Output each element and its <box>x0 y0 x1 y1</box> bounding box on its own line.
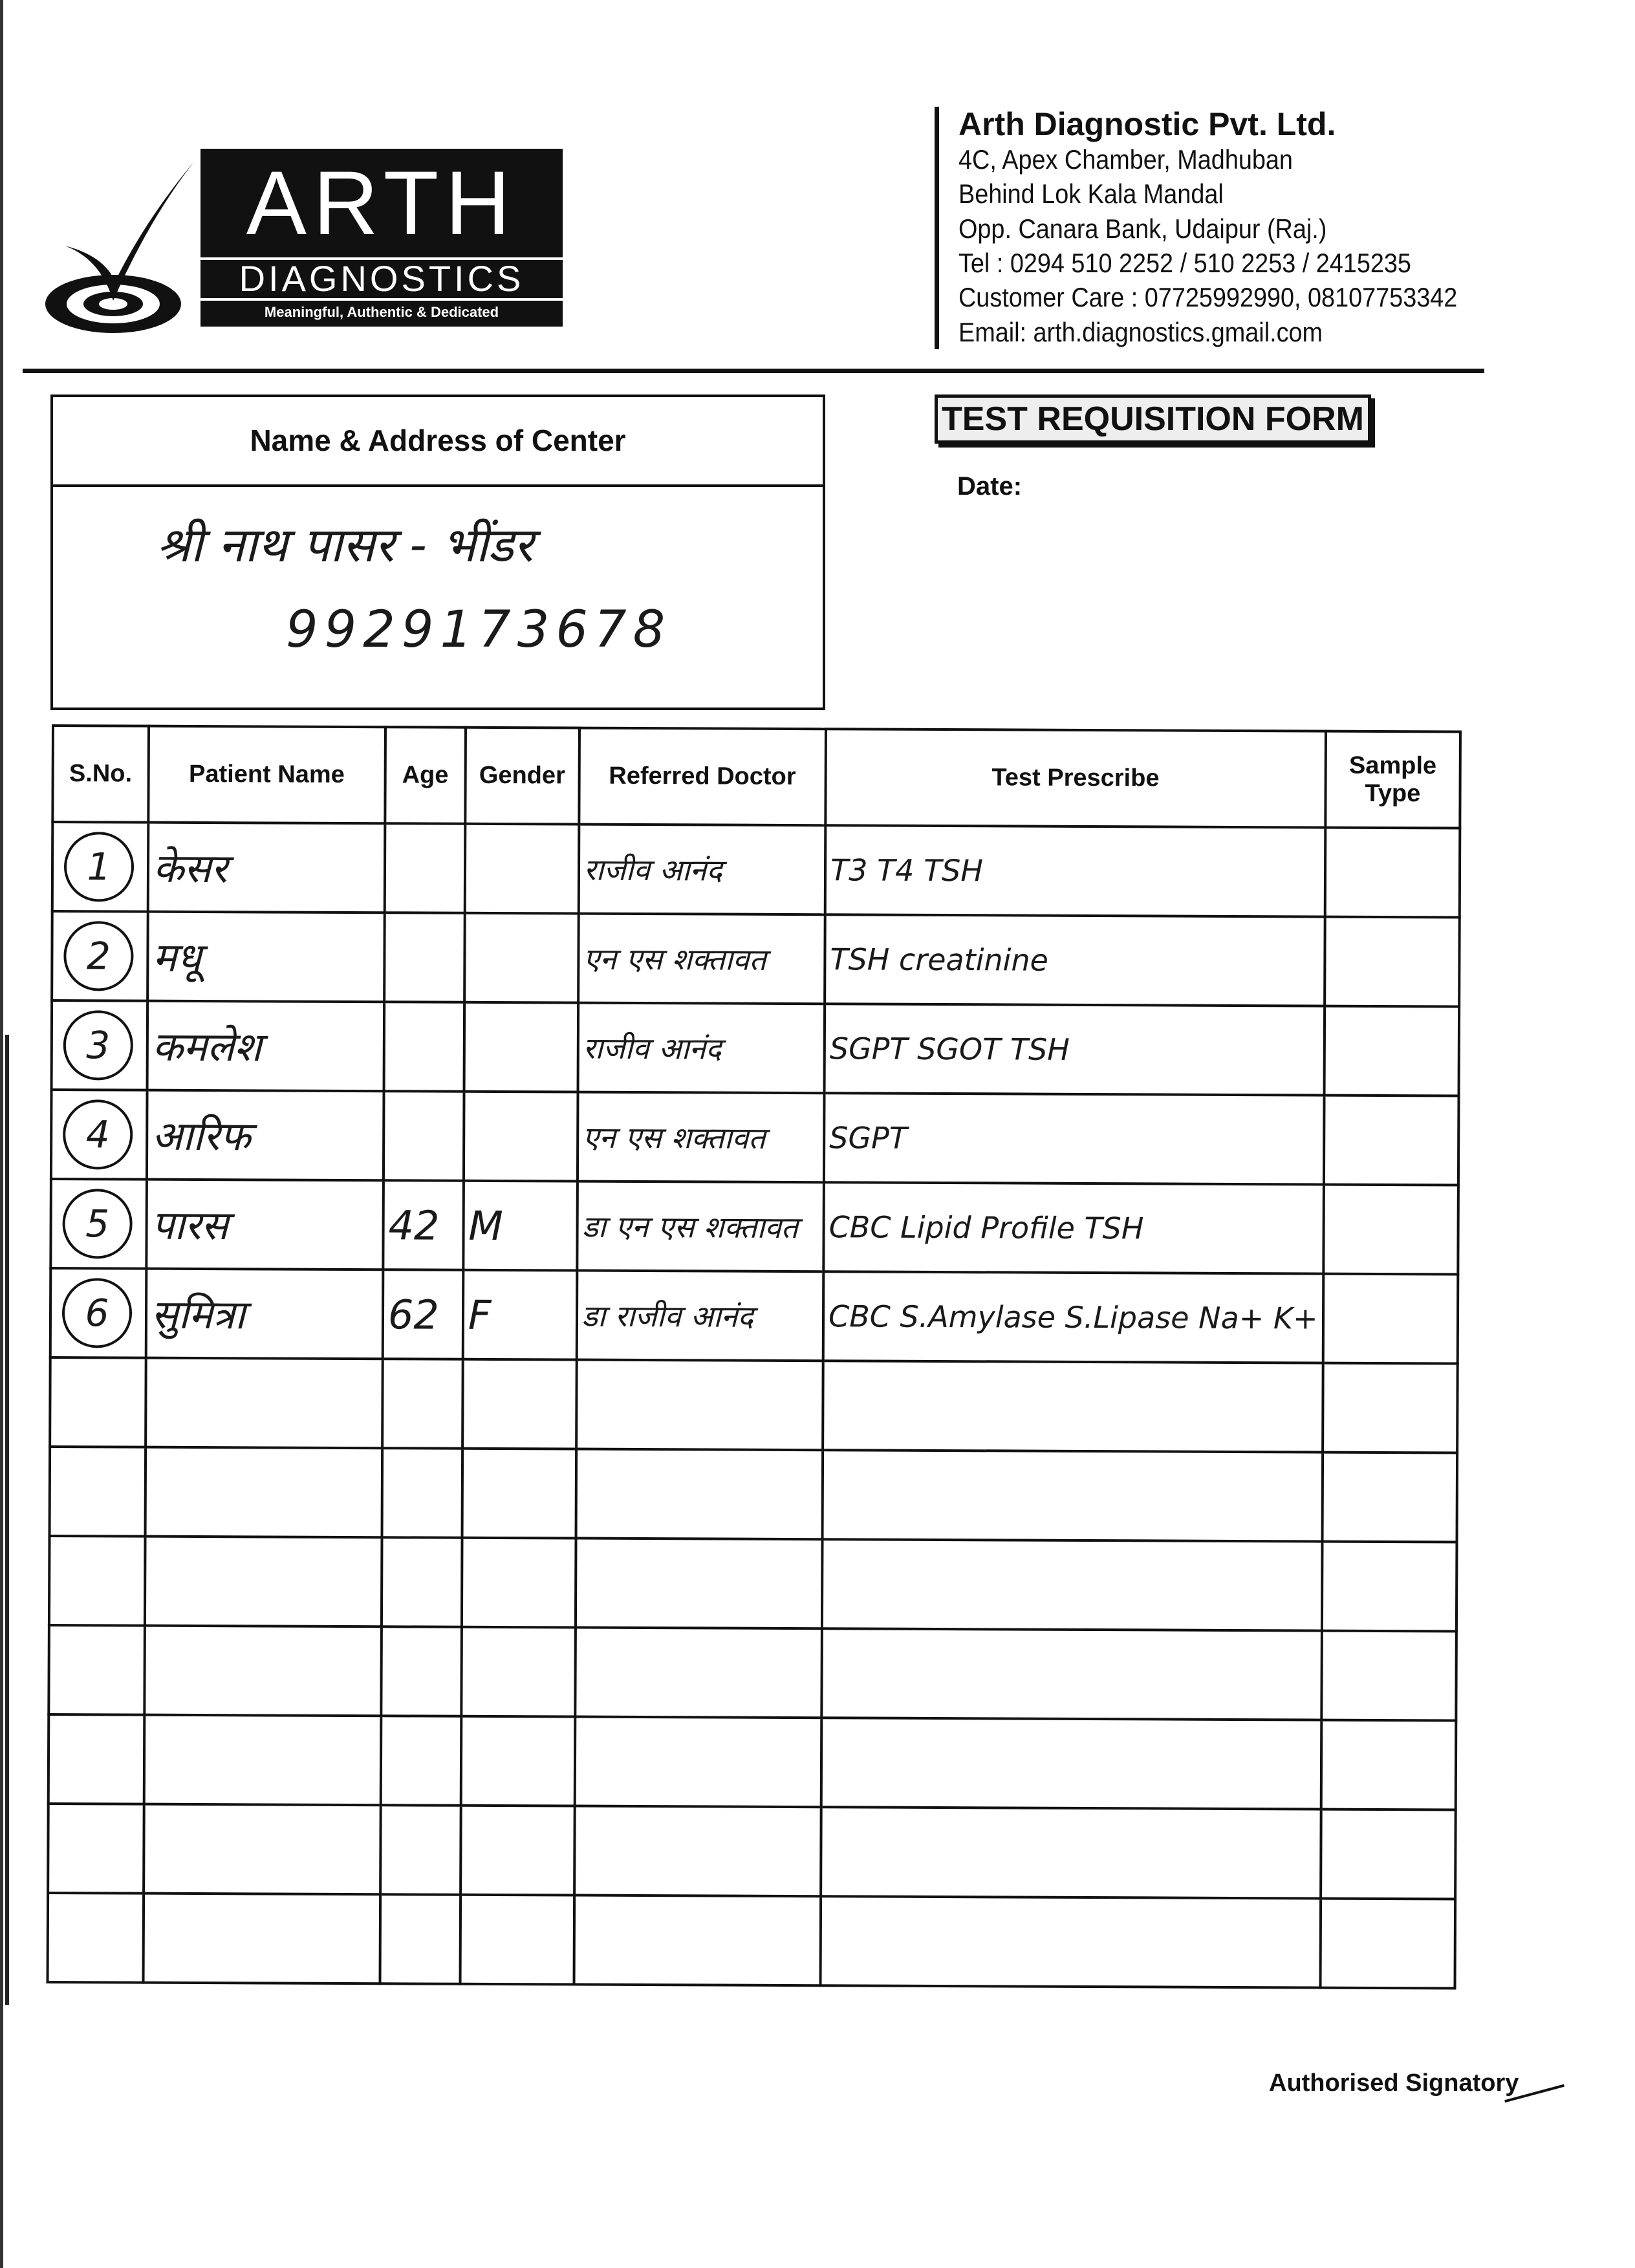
patient-name-cell[interactable] <box>144 1626 382 1716</box>
sno-cell[interactable] <box>51 1090 147 1180</box>
age-cell[interactable] <box>381 1626 461 1716</box>
sample-type-cell[interactable] <box>1320 1899 1455 1989</box>
age-cell[interactable]: 62 <box>383 1269 463 1359</box>
center-phone-field[interactable]: 9929173678 <box>286 601 672 659</box>
sample-type-cell[interactable] <box>1321 1720 1456 1810</box>
patient-name-cell[interactable]: मधू <box>147 912 385 1002</box>
patient-name-cell[interactable]: कमलेश <box>147 1001 384 1092</box>
age-cell[interactable] <box>380 1805 460 1895</box>
sample-type-cell[interactable] <box>1324 1006 1459 1096</box>
test-cell[interactable] <box>821 1628 1321 1720</box>
doctor-cell[interactable] <box>576 1360 823 1451</box>
sno-cell[interactable] <box>49 1714 144 1804</box>
test-cell[interactable] <box>823 1450 1323 1541</box>
test-cell[interactable] <box>821 1718 1321 1809</box>
test-cell[interactable]: SGPT <box>824 1093 1324 1184</box>
doctor-cell[interactable] <box>575 1628 822 1718</box>
patient-name-cell[interactable]: पारस <box>146 1180 384 1270</box>
telephone-line: Tel : 0294 510 2252 / 510 2253 / 2415235 <box>958 247 1411 278</box>
sno-value: 5 <box>62 1189 132 1258</box>
sno-value: 4 <box>63 1099 133 1169</box>
table-header-row <box>52 726 1460 828</box>
age-cell[interactable] <box>384 1002 464 1092</box>
logo-subtitle: DIAGNOSTICS <box>200 257 563 301</box>
patient-name-cell[interactable] <box>144 1804 381 1895</box>
age-cell[interactable]: 42 <box>383 1180 463 1270</box>
sno-cell[interactable] <box>48 1804 144 1894</box>
test-cell[interactable] <box>823 1361 1323 1452</box>
scan-edge-mark <box>0 0 3 2268</box>
sno-cell[interactable] <box>52 911 147 1001</box>
sno-cell[interactable] <box>49 1536 145 1626</box>
doctor-cell[interactable] <box>574 1895 821 1986</box>
doctor-cell[interactable]: एन एस शक्तावत <box>578 1092 825 1183</box>
column-header: Gender <box>465 728 579 825</box>
logo-tagline: Meaningful, Authentic & Dedicated <box>264 304 499 320</box>
patient-name-cell[interactable]: आरिफ <box>147 1090 384 1181</box>
gender-cell[interactable] <box>464 913 578 1003</box>
email-line: Email: arth.diagnostics.gmail.com <box>958 316 1323 347</box>
patient-name-cell[interactable] <box>143 1894 380 1984</box>
age-cell[interactable] <box>381 1716 461 1806</box>
sno-value: 1 <box>64 832 134 902</box>
customer-care-line: Customer Care : 07725992990, 08107753342 <box>958 282 1458 313</box>
patient-name-cell[interactable] <box>145 1537 382 1627</box>
arth-logo <box>39 149 543 343</box>
test-cell[interactable]: CBC Lipid Profile TSH <box>823 1182 1323 1273</box>
patient-table <box>47 724 1462 1989</box>
table-row <box>50 1447 1458 1542</box>
test-cell[interactable]: TSH creatinine <box>825 914 1325 1006</box>
center-name-field[interactable]: श्री नाथ पासर - भींडर <box>157 517 534 573</box>
sno-value: 2 <box>63 921 133 991</box>
age-cell[interactable] <box>384 1091 464 1181</box>
column-header: Patient Name <box>148 726 385 824</box>
table-row <box>51 1090 1459 1185</box>
test-cell[interactable]: T3 T4 TSH <box>825 825 1325 916</box>
table-row <box>52 822 1460 917</box>
sample-type-cell[interactable] <box>1325 828 1460 918</box>
scan-edge-mark <box>5 1035 9 2005</box>
gender-cell[interactable] <box>462 1359 576 1449</box>
date-label: Date: <box>957 472 1023 501</box>
age-cell[interactable] <box>382 1448 462 1538</box>
table-row <box>49 1536 1457 1631</box>
table-row <box>50 1179 1458 1274</box>
logo-wordmark <box>200 149 563 327</box>
company-name: Arth Diagnostic Pvt. Ltd. <box>958 106 1336 142</box>
doctor-cell[interactable] <box>574 1806 821 1897</box>
gender-cell[interactable] <box>464 1002 578 1092</box>
sample-type-cell[interactable] <box>1324 1096 1459 1185</box>
gender-cell[interactable] <box>460 1806 574 1895</box>
doctor-cell[interactable]: डा एन एस शक्तावत <box>577 1182 824 1272</box>
sno-cell[interactable] <box>50 1268 146 1358</box>
company-address-block <box>935 107 1605 349</box>
test-cell[interactable]: SGPT SGOT TSH <box>825 1004 1325 1095</box>
doctor-cell[interactable]: राजीव आनंद <box>578 1003 825 1094</box>
column-header: S.No. <box>52 726 148 823</box>
gender-cell[interactable] <box>465 824 579 914</box>
sno-value: 6 <box>62 1278 132 1348</box>
address-line: Opp. Canara Bank, Udaipur (Raj.) <box>958 213 1327 244</box>
gender-cell[interactable] <box>461 1627 575 1717</box>
patient-name-cell[interactable] <box>145 1447 382 1538</box>
doctor-cell[interactable] <box>576 1539 823 1629</box>
center-box <box>50 394 825 710</box>
doctor-cell[interactable]: डा राजीव आनंद <box>576 1271 823 1361</box>
table-row <box>52 1000 1460 1096</box>
sno-cell[interactable] <box>50 1357 146 1447</box>
table-row <box>48 1804 1456 1899</box>
column-header: Referred Doctor <box>579 728 826 826</box>
test-cell[interactable] <box>821 1807 1321 1898</box>
doctor-cell[interactable] <box>576 1449 823 1540</box>
patient-name-cell[interactable]: केसर <box>147 823 385 913</box>
table-row <box>52 911 1460 1006</box>
table-row <box>49 1714 1456 1809</box>
logo-title: ARTH <box>246 152 517 254</box>
age-cell[interactable] <box>385 823 465 913</box>
age-cell[interactable] <box>382 1537 462 1627</box>
test-cell[interactable]: CBC S.Amylase S.Lipase Na+ K+ <box>823 1271 1323 1363</box>
center-heading: Name & Address of Center <box>53 397 823 487</box>
sample-type-cell[interactable] <box>1323 1274 1458 1364</box>
table-row <box>49 1625 1456 1720</box>
gender-cell[interactable] <box>460 1716 574 1806</box>
table-row <box>50 1357 1458 1453</box>
sno-cell[interactable] <box>52 822 148 912</box>
sno-cell[interactable] <box>52 1000 147 1090</box>
age-cell[interactable] <box>380 1894 460 1984</box>
sno-cell[interactable] <box>49 1625 144 1715</box>
authorised-signatory-label: Authorised Signatory <box>1269 2069 1519 2097</box>
test-cell[interactable] <box>822 1539 1322 1630</box>
sample-type-cell[interactable] <box>1321 1809 1456 1899</box>
gender-cell[interactable] <box>464 1092 578 1182</box>
gender-cell[interactable] <box>462 1449 576 1539</box>
gender-cell[interactable] <box>460 1895 574 1985</box>
address-line: 4C, Apex Chamber, Madhuban <box>958 144 1293 175</box>
column-header: Age <box>385 727 466 824</box>
sample-type-cell[interactable] <box>1321 1631 1456 1721</box>
patient-name-cell[interactable] <box>144 1715 381 1806</box>
doctor-cell[interactable]: राजीव आनंद <box>578 825 825 915</box>
patient-name-cell[interactable]: सुमित्रा <box>146 1269 383 1359</box>
sno-value: 3 <box>63 1010 133 1080</box>
patient-name-cell[interactable] <box>146 1358 383 1449</box>
doctor-cell[interactable]: एन एस शक्तावत <box>578 914 825 1004</box>
table-row <box>48 1893 1456 1988</box>
sno-cell[interactable] <box>48 1893 144 1983</box>
sample-type-cell[interactable] <box>1325 917 1460 1007</box>
gender-cell[interactable]: F <box>463 1270 577 1360</box>
gender-cell[interactable] <box>462 1538 576 1628</box>
form-title: TEST REQUISITION FORM <box>935 394 1371 444</box>
table-row <box>50 1268 1458 1363</box>
column-header: Sample Type <box>1325 731 1460 828</box>
column-header: Test Prescribe <box>825 729 1325 827</box>
test-cell[interactable] <box>821 1896 1321 1987</box>
age-cell[interactable] <box>384 913 464 1002</box>
gender-cell[interactable]: M <box>463 1181 577 1271</box>
age-cell[interactable] <box>382 1359 462 1449</box>
header-divider <box>23 369 1484 373</box>
sample-type-cell[interactable] <box>1321 1542 1456 1632</box>
address-line: Behind Lok Kala Mandal <box>958 178 1224 210</box>
sample-type-cell[interactable] <box>1322 1453 1457 1542</box>
sno-cell[interactable] <box>50 1447 146 1537</box>
sno-cell[interactable] <box>50 1179 146 1269</box>
sample-type-cell[interactable] <box>1323 1185 1458 1275</box>
sample-type-cell[interactable] <box>1323 1363 1458 1453</box>
doctor-cell[interactable] <box>574 1717 821 1808</box>
